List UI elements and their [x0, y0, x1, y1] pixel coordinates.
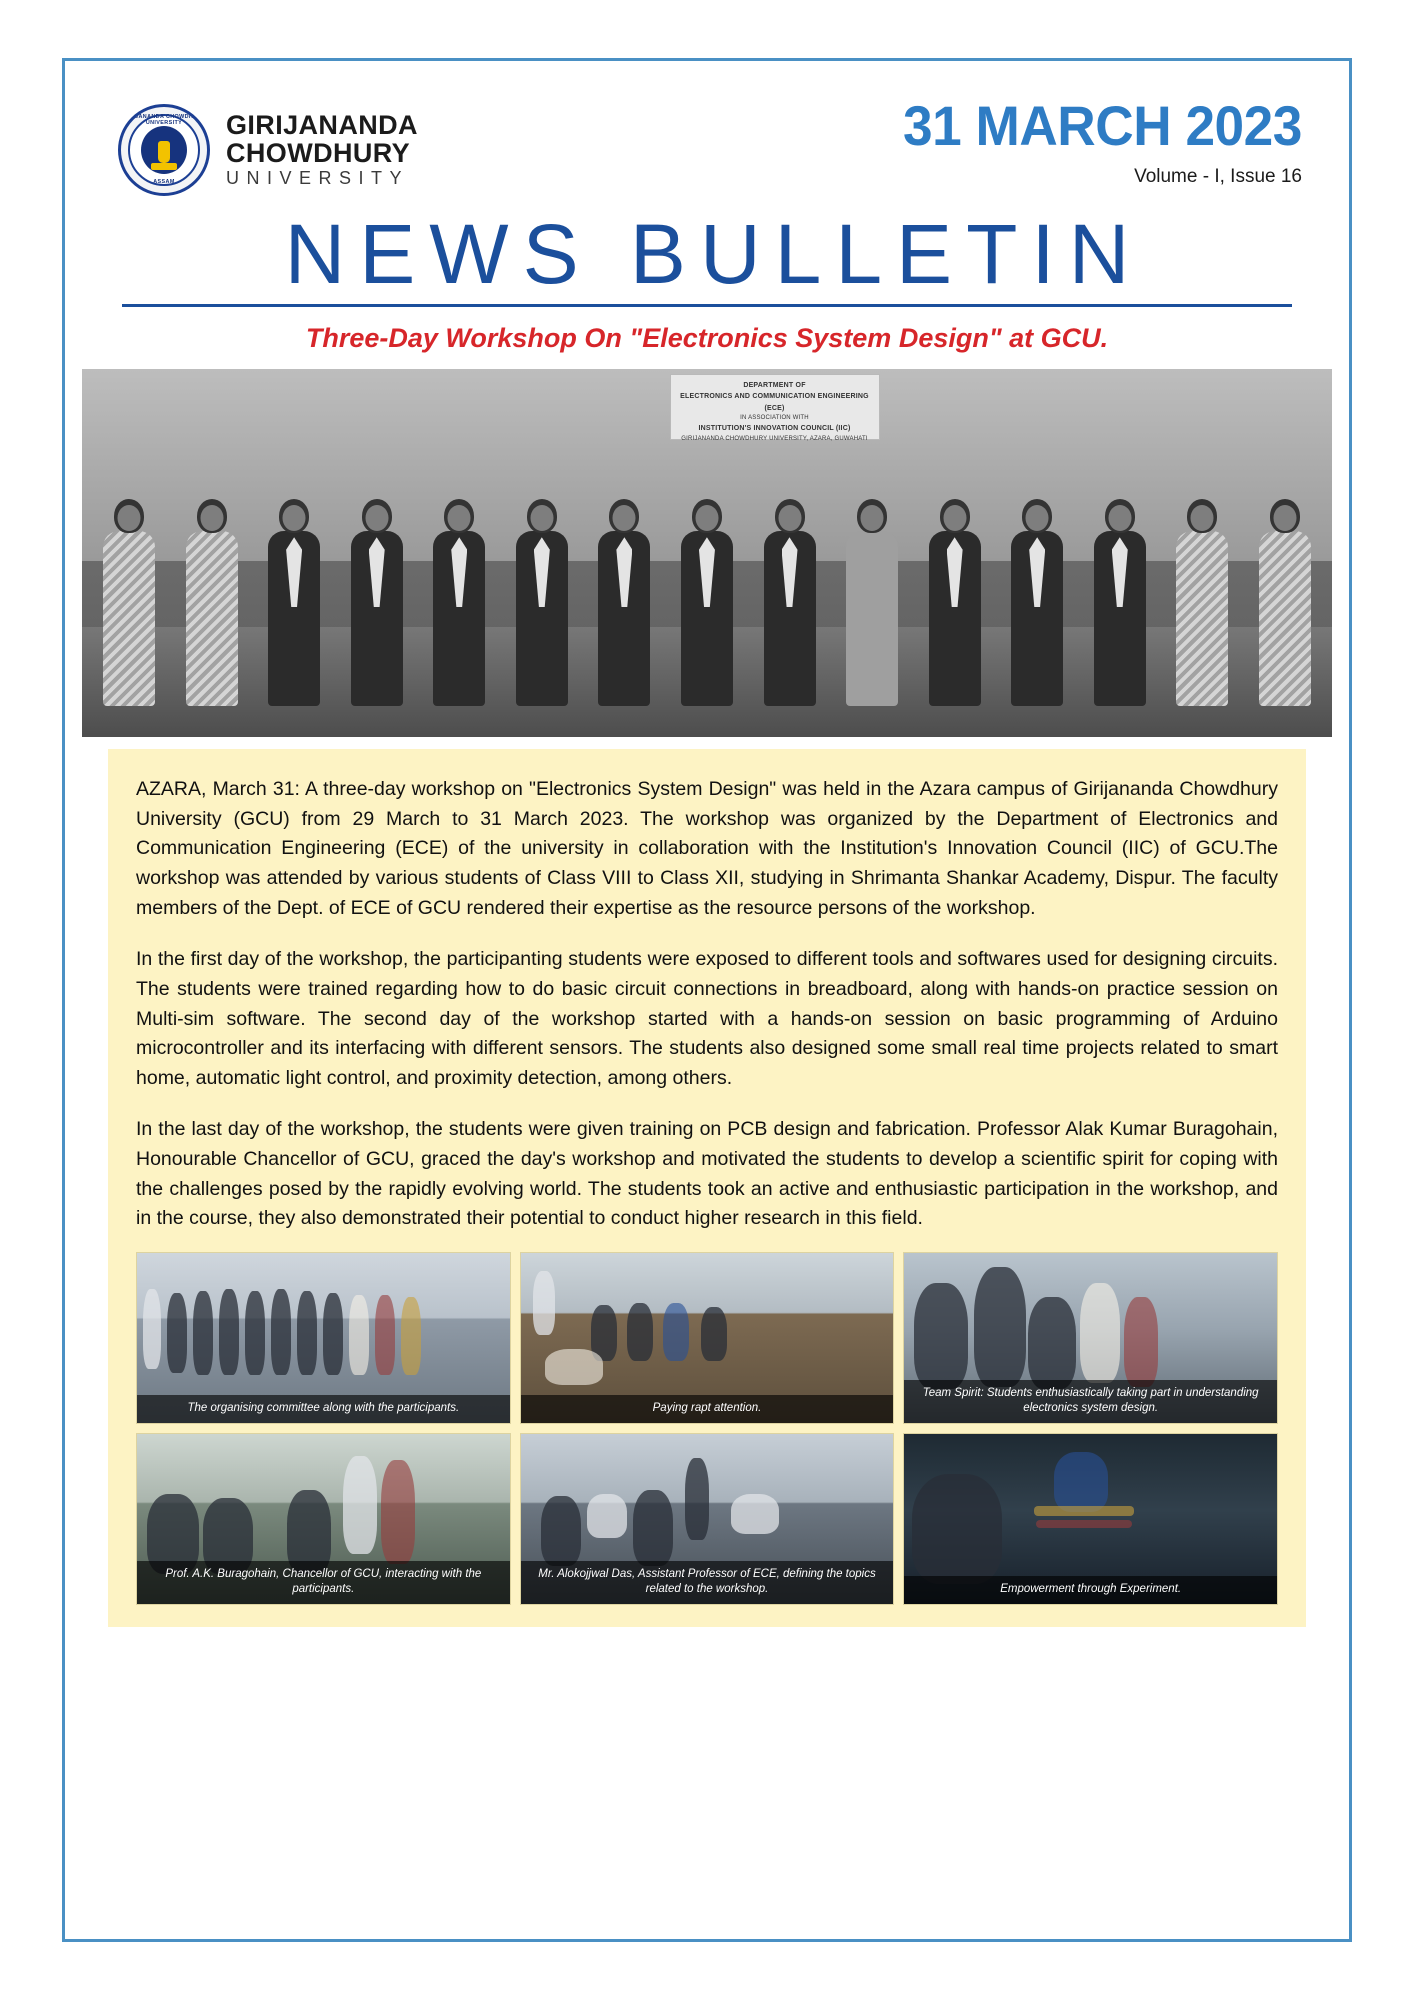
person	[1256, 499, 1314, 709]
poster-line-4: INSTITUTION'S INNOVATION COUNCIL (IIC)	[698, 425, 851, 433]
photo-caption: Team Spirit: Students enthusiastically taking part in understanding electronics system design.	[904, 1380, 1277, 1423]
gallery-photo	[903, 1252, 1278, 1424]
page-title: NEWS BULLETIN	[284, 207, 1144, 301]
person	[513, 499, 571, 709]
seal-arc-top: GIRIJANANDA CHOWDHURY UNIVERSITY	[122, 114, 206, 126]
poster-line-1: DEPARTMENT OF	[743, 382, 806, 390]
photo-gallery	[136, 1252, 1278, 1605]
masthead	[74, 64, 1340, 196]
person	[926, 499, 984, 709]
person	[100, 499, 158, 709]
person	[678, 499, 736, 709]
article-body	[108, 749, 1306, 1627]
issue-block	[882, 94, 1302, 188]
article-paragraph: In the first day of the workshop, the participanting students were exposed to different tools and softwares used for designing circuits. The students were trained regarding how to do basic circuit connections in breadboard, along with hands-on practice session on Multi-sim software. The second day of the workshop started with a hands-on session on basic programming of Arduino microcontroller and its interfacing with different sensors. The students also designed some small real time projects related to smart home, automatic light control, and proximity detection, among others.	[136, 948, 1278, 1089]
university-seal-icon	[118, 104, 210, 196]
brand-line-1: GIRIJANANDA	[226, 110, 418, 141]
hero-poster	[670, 374, 880, 440]
hero-photo	[82, 369, 1332, 737]
person	[265, 499, 323, 709]
issue-date: 31 MARCH 2023	[903, 94, 1302, 157]
gallery-photo	[136, 1433, 511, 1605]
person	[843, 499, 901, 709]
photo-caption: The organising committee along with the participants.	[137, 1395, 510, 1423]
person	[430, 499, 488, 709]
hero-people-row	[100, 459, 1314, 709]
poster-line-5: GIRIJANANDA CHOWDHURY UNIVERSITY, AZARA, GUWAHATI	[681, 435, 868, 442]
seal-arc-bottom: ASSAM	[153, 179, 175, 185]
person	[348, 499, 406, 709]
person	[1008, 499, 1066, 709]
poster-line-2: ELECTRONICS AND COMMUNICATION ENGINEERING (ECE)	[680, 393, 869, 412]
headline: Three-Day Workshop On "Electronics System Design" at GCU.	[305, 323, 1109, 354]
brand-line-2: CHOWDHURY	[226, 137, 411, 168]
issue-volume: Volume - I, Issue 16	[1134, 166, 1302, 187]
page-content	[66, 58, 1348, 1940]
brand-block	[118, 94, 418, 196]
person	[1173, 499, 1231, 709]
brand-name	[226, 112, 418, 187]
photo-caption: Prof. A.K. Buragohain, Chancellor of GCU, interacting with the participants.	[137, 1561, 510, 1604]
person	[761, 499, 819, 709]
person	[595, 499, 653, 709]
person	[183, 499, 241, 709]
article-paragraph: AZARA, March 31: A three-day workshop on "Electronics System Design" was held in the Azara campus of Girijananda Chowdhury University (GCU) from 29 March to 31 March 2023. The workshop was organized by the Department of Electronics and Communication Engineering (ECE) of the university in collaboration with the Institution's Innovation Council (IIC) of GCU.The workshop was attended by various students of Class VIII to Class XII, studying in Shrimanta Shankar Academy, Dispur. The faculty members of the Dept. of ECE of GCU rendered their expertise as the resource persons of the workshop.	[136, 778, 1278, 919]
photo-caption: Empowerment through Experiment.	[904, 1576, 1277, 1604]
person	[1091, 499, 1149, 709]
gallery-photo	[903, 1433, 1278, 1605]
gallery-photo	[136, 1252, 511, 1424]
brand-line-3: UNIVERSITY	[226, 168, 410, 189]
gallery-photo	[520, 1433, 895, 1605]
poster-line-3: IN ASSOCIATION WITH	[740, 414, 809, 421]
article-paragraph: In the last day of the workshop, the students were given training on PCB design and fabrication. Professor Alak Kumar Buragohain, Honourable Chancellor of GCU, graced the day's workshop and motivated the students to develop a scientific spirit for coping with the challenges posed by the rapidly evolving world. The students took an active and enthusiastic participation in the workshop, and in the course, they also demonstrated their potential to conduct higher research in this field.	[136, 1118, 1278, 1230]
photo-caption: Mr. Alokojjwal Das, Assistant Professor of ECE, defining the topics related to the workshop.	[521, 1561, 894, 1604]
gallery-photo	[520, 1252, 895, 1424]
photo-caption: Paying rapt attention.	[521, 1395, 894, 1423]
